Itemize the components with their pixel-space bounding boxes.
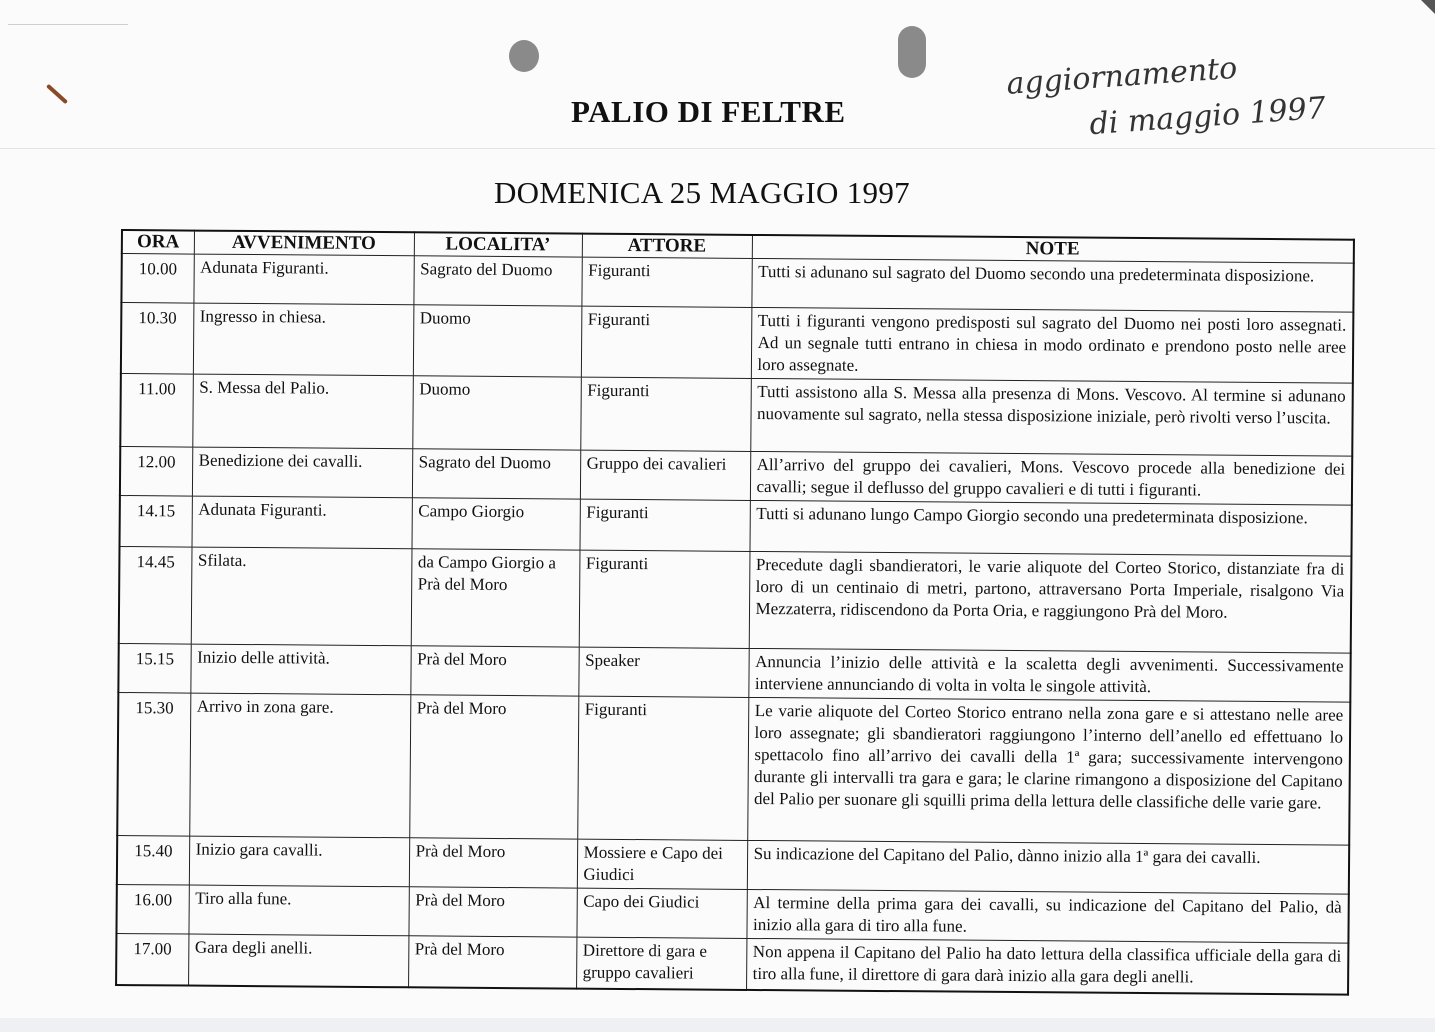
cell-ora: 17.00 — [116, 933, 188, 985]
schedule-table-wrapper — [115, 229, 1353, 996]
table-row — [120, 374, 1353, 457]
cell-attore: Speaker — [578, 647, 748, 697]
page-fold-line — [0, 148, 1435, 149]
cell-note: Non appena il Capitano del Palio ha dato lettura della classifica ufficiale della gara di tiro alla fune, il direttore di gara darà inizio alla gara degli anelli. — [746, 938, 1348, 994]
cell-localita: Sagrato del Duomo — [412, 449, 580, 499]
cell-attore: Figuranti — [581, 306, 752, 378]
cell-avvenimento: Inizio delle attività. — [190, 644, 410, 695]
cell-localita: Prà del Moro — [410, 646, 578, 696]
scan-bottom-edge — [0, 1018, 1435, 1032]
handwritten-line-1: aggiornamento — [1005, 50, 1239, 102]
cell-ora: 14.45 — [119, 546, 192, 644]
punch-hole-right — [898, 26, 926, 78]
cell-ora: 12.00 — [120, 447, 192, 497]
table-row — [116, 933, 1348, 994]
cell-localita: Campo Giorgio — [411, 498, 579, 550]
cell-ora: 11.00 — [120, 374, 193, 448]
cell-attore: Figuranti — [579, 499, 749, 551]
table-row — [119, 546, 1352, 653]
cell-attore: Figuranti — [580, 377, 751, 451]
cell-avvenimento: Adunata Figuranti. — [192, 496, 412, 549]
cell-localita: Prà del Moro — [409, 838, 577, 888]
cell-ora: 15.15 — [118, 643, 190, 693]
cell-localita: da Campo Giorgio a Prà del Moro — [411, 549, 580, 647]
schedule-table — [115, 229, 1355, 996]
header-avvenimento: AVVENIMENTO — [194, 231, 414, 256]
cell-ora: 15.30 — [117, 692, 190, 836]
handwritten-annotation — [1005, 35, 1390, 153]
cell-avvenimento: Adunata Figuranti. — [193, 254, 413, 305]
cell-localita: Duomo — [412, 376, 581, 450]
cell-ora: 16.00 — [116, 884, 188, 934]
cell-attore: Direttore di gara e gruppo cavalieri — [576, 937, 746, 990]
cell-attore: Capo dei Giudici — [576, 888, 746, 938]
cell-attore: Gruppo dei cavalieri — [580, 450, 750, 500]
header-note: NOTE — [752, 235, 1354, 263]
cell-localita: Prà del Moro — [408, 936, 576, 989]
cell-localita: Sagrato del Duomo — [413, 256, 581, 306]
cell-note: Tutti si adunano sul sagrato del Duomo secondo una predeterminata disposizione. — [751, 258, 1353, 312]
cell-attore: Figuranti — [577, 696, 748, 840]
page-corner — [1421, 0, 1435, 14]
cell-avvenimento: Tiro alla fune. — [188, 885, 408, 936]
cell-avvenimento: Gara degli anelli. — [188, 934, 408, 987]
table-row — [117, 692, 1350, 845]
document-date: DOMENICA 25 MAGGIO 1997 — [494, 175, 910, 210]
table-row — [121, 303, 1354, 384]
cell-localita: Prà del Moro — [409, 695, 578, 839]
cell-attore: Mossiere e Capo dei Giudici — [577, 839, 747, 889]
cell-note: Tutti i figuranti vengono predisposti sul sagrato del Duomo nei posti loro assegnati. Ad un segnale tutti entrano in chiesa in modo ordinato e prendono posto nelle aree loro assegnate. — [751, 307, 1354, 383]
cell-attore: Figuranti — [581, 257, 751, 307]
cell-avvenimento: S. Messa del Palio. — [192, 374, 413, 449]
cell-note: Le varie aliquote del Corteo Storico entrano nella zona gare e si attestano nelle aree loro assegnate; gli sbandieratori raggiungono l’interno dell’anello ed effettuano lo spettacolo fino all’arrivo dei cavalli della 1ª gara; successivamente intervengono durante gli intervalli tra gara e gara; le clarine rimangono a disposizione del Capitano del Palio per suonare gli squilli prima della lettura delle classifiche delle varie gare. — [747, 697, 1350, 845]
cell-note: Precedute dagli sbandieratori, le varie aliquote del Corteo Storico, distanziate fra di loro di un centinaio di metri, partono, attraversano Porta Imperiale, risalgono Via Mezzaterra, ridiscendono da Porta Oria, e raggiungono Prà del Moro. — [749, 551, 1352, 653]
header-attore: ATTORE — [582, 234, 752, 259]
cell-avvenimento: Inizio gara cavalli. — [189, 836, 409, 887]
cell-note: Annuncia l’inizio delle attività e la scaletta degli avvenimenti. Successivamente interviene annunciando di volta in volta le singole attività. — [748, 648, 1350, 702]
cell-ora: 10.00 — [121, 254, 193, 304]
scan-artifact-line — [8, 24, 128, 25]
cell-avvenimento: Arrivo in zona gare. — [189, 693, 410, 838]
cell-note: All’arrivo del gruppo dei cavalieri, Mons. Vescovo procede alla benedizione dei cavalli; segue il deflusso del gruppo cavalieri e di tutti i figuranti. — [750, 451, 1352, 505]
punch-hole-left — [509, 40, 539, 72]
cell-ora: 15.40 — [117, 835, 189, 885]
cell-avvenimento: Sfilata. — [191, 547, 412, 646]
staple-mark — [46, 84, 68, 104]
handwritten-line-2: di maggio 1997 — [1088, 90, 1327, 143]
header-ora: ORA — [122, 230, 194, 254]
cell-note: Tutti si adunano lungo Campo Giorgio secondo una predeterminata disposizione. — [749, 500, 1351, 556]
header-localita: LOCALITA’ — [414, 232, 582, 257]
cell-ora: 10.30 — [121, 303, 194, 375]
cell-localita: Duomo — [413, 305, 582, 377]
cell-localita: Prà del Moro — [408, 887, 576, 937]
cell-note: Al termine della prima gara dei cavalli, su indicazione del Capitano del Palio, dà inizio alla gara di tiro alla fune. — [746, 889, 1348, 943]
cell-note: Su indicazione del Capitano del Palio, dànno inizio alla 1ª gara dei cavalli. — [747, 840, 1349, 894]
cell-attore: Figuranti — [579, 550, 750, 648]
document-title: PALIO DI FELTRE — [571, 94, 846, 129]
cell-ora: 14.15 — [120, 495, 192, 547]
cell-avvenimento: Ingresso in chiesa. — [193, 303, 414, 376]
cell-avvenimento: Benedizione dei cavalli. — [192, 447, 412, 498]
cell-note: Tutti assistono alla S. Messa alla presenza di Mons. Vescovo. Al termine si adunano nuovamente sul sagrato, nella stessa disposizione iniziale, però rivolti verso l’uscita. — [750, 378, 1353, 456]
